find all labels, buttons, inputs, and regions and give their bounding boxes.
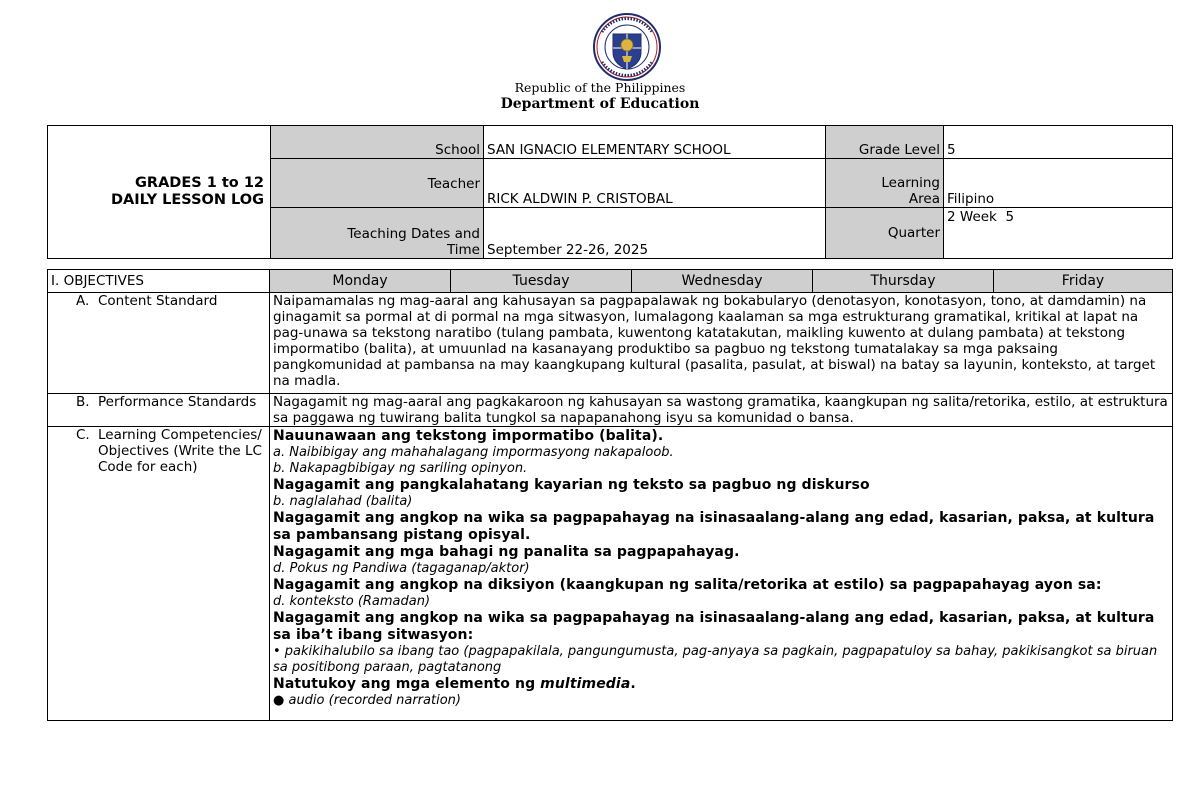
competency-line: Nagagamit ang angkop na wika sa pagpapahayag na isinasaalang-alang ang edad, kasarian, paksa, at kultura sa pambansang pistang opisyal. xyxy=(273,510,1155,543)
competency-line: ● audio (recorded narration) xyxy=(273,693,461,708)
competency-line: a. Naibibigay ang mahahalagang impormasyong nakapaloob. xyxy=(273,445,674,460)
performance-standards-text: Nagagamit ng mag-aaral ang pagkakaroon ng kahusayan sa wastong gramatika, kaangkupan ng salita/retorika, estilo, at estruktura sa paggawa ng tuwirang balita tungkol sa napapanahong isyu sa komunidad o bansa. xyxy=(270,394,1173,427)
teaching-dates-label-1: Teaching Dates and xyxy=(347,226,480,242)
department-heading: Department of Education xyxy=(500,96,700,112)
learning-area-label xyxy=(826,159,944,208)
competency-line: Nagagamit ang angkop na diksiyon (kaangkupan ng salita/retorika at estilo) sa pagpapahayag ayon sa: xyxy=(273,577,1102,593)
competency-emphasis: multimedia xyxy=(540,676,631,692)
content-standard-mark: A. xyxy=(76,293,90,309)
teacher-value: RICK ALDWIN P. CRISTOBAL xyxy=(484,159,826,208)
teacher-label: Teacher xyxy=(271,159,484,208)
objectives-table xyxy=(47,269,1173,721)
competency-text: Natutukoy ang mga elemento ng xyxy=(273,676,541,692)
quarter-label: Quarter xyxy=(826,208,944,259)
teaching-dates-label-2: Time xyxy=(446,242,480,258)
content-standard-title: Content Standard xyxy=(98,293,218,309)
teaching-dates-value: September 22-26, 2025 xyxy=(484,208,826,259)
competency-line: • pakikihalubilo sa ibang tao (pagpapakilala, pangungumusta, pag-anyaya sa pagkain, pagpapatuloy sa bahay, pakikisangkot sa biruan sa positibong paraan, pagtatanong xyxy=(273,644,1158,675)
learning-area-value: Filipino xyxy=(944,159,1173,208)
competency-line: b. naglalahad (balita) xyxy=(273,494,413,509)
content-standard-text: Naipamamalas ng mag-aaral ang kahusayan sa pagpapalawak ng bokabularyo (denotasyon, konotasyon, tono, at damdamin) na ginagamit sa pormal at di pormal na mga sitwasyon, lumalagong kaalaman sa mga estrukturang gramatikal, kritikal at lapat na pag-unawa sa tekstong naratibo (tulang pambata, kuwentong katatakutan, maikling kuwento at dulang pambata) at tekstong impormatibo (balita), at umuunlad na kasanayang produktibo sa pagbuo ng tekstong tumatalakay sa mga paksaing pangkomunidad at pambansa na may kaangkupang kultural (pasalita, pasulat, at biswal) na batay sa layunin, konteksto, at target na madla. xyxy=(270,293,1173,394)
learning-area-label-2: Area xyxy=(908,191,940,207)
competency-line: d. Pokus ng Pandiwa (tagaganap/aktor) xyxy=(273,561,530,576)
log-title xyxy=(48,126,271,259)
school-value: SAN IGNACIO ELEMENTARY SCHOOL xyxy=(484,126,826,159)
grade-level-label: Grade Level xyxy=(826,126,944,159)
school-label: School xyxy=(271,126,484,159)
competency-line: Nagagamit ang pangkalahatang kayarian ng teksto sa pagbuo ng diskurso xyxy=(273,477,870,493)
competency-line xyxy=(273,676,1169,693)
competency-line: Nagagamit ang angkop na wika sa pagpapahayag na isinasaalang-alang ang edad, kasarian, paksa, at kultura sa iba’t ibang sitwasyon: xyxy=(273,610,1155,643)
learning-competencies-content xyxy=(270,427,1173,721)
day-thursday: Thursday xyxy=(813,270,994,293)
teaching-dates-label xyxy=(271,208,484,259)
deped-seal xyxy=(584,12,670,82)
learning-area-label-1: Learning xyxy=(881,175,940,191)
grade-level-value: 5 xyxy=(944,126,1173,159)
day-friday: Friday xyxy=(994,270,1173,293)
objectives-section-heading: I. OBJECTIVES xyxy=(48,270,270,293)
performance-standards-label xyxy=(48,394,270,427)
performance-standards-title: Performance Standards xyxy=(98,394,257,410)
competency-line: Nauunawaan ang tekstong impormatibo (balita). xyxy=(273,428,664,444)
learning-competencies-label xyxy=(48,427,270,721)
quarter-value: 2 Week 5 xyxy=(944,208,1173,259)
log-title-line2: DAILY LESSON LOG xyxy=(110,192,264,208)
day-tuesday: Tuesday xyxy=(451,270,632,293)
content-standard-label xyxy=(48,293,270,394)
competency-line: b. Nakapagbibigay ng sariling opinyon. xyxy=(273,461,528,476)
learning-competencies-title: Learning Competencies/Objectives (Write the LC Code for each) xyxy=(98,427,262,475)
competency-text: . xyxy=(630,676,636,692)
day-wednesday: Wednesday xyxy=(632,270,813,293)
competency-line: d. konteksto (Ramadan) xyxy=(273,594,431,609)
competency-line: Nagagamit ang mga bahagi ng panalita sa pagpapahayag. xyxy=(273,544,740,560)
lesson-log-header-table xyxy=(47,125,1173,259)
performance-standards-mark: B. xyxy=(76,394,90,410)
day-monday: Monday xyxy=(270,270,451,293)
learning-competencies-mark: C. xyxy=(76,427,90,443)
log-title-line1: GRADES 1 to 12 xyxy=(135,175,264,191)
republic-heading: Republic of the Philippines xyxy=(514,80,686,95)
